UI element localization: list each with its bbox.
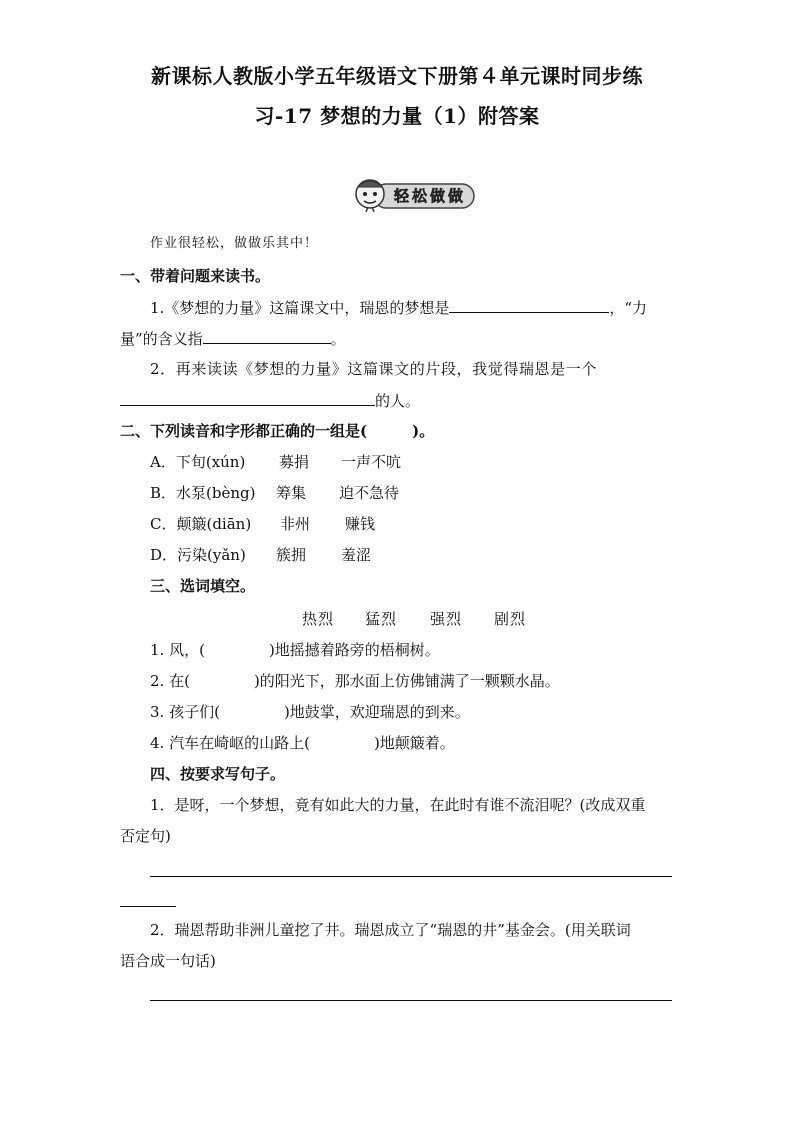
s4-question-2-line-1: 2．瑞恩帮助非洲儿童挖了井。瑞恩成立了“瑞恩的井”基金会。(用关联词 [150, 921, 631, 939]
s1-question-2-line-1: 2．再来读读《梦想的力量》这篇课文的片段，我觉得瑞恩是一个 [150, 360, 597, 378]
s3-question-4: 4. 汽车在崎岖的山路上( )地颠簸着。 [150, 734, 455, 752]
s1-question-1-line-2: 量”的含义指 。 [120, 330, 346, 348]
section-1-heading: 一、带着问题来读书。 [120, 267, 271, 285]
badge-label: 轻松做做 [393, 187, 466, 205]
option-d-2: 簇拥 [276, 546, 307, 564]
section-2-heading: 二、下列读音和字形都正确的一组是( )。 [120, 422, 435, 440]
intro-text: 作业很轻松，做做乐其中！ [150, 236, 319, 251]
word-choice-3: 强烈 [430, 610, 463, 628]
option-b-2: 筹集 [276, 484, 307, 502]
option-b-1[interactable]: B．水泵(bèng) [150, 484, 256, 502]
section-3-heading: 三、选词填空。 [150, 577, 256, 595]
answer-blank[interactable] [120, 390, 375, 406]
s4-question-1-line-1: 1．是呀，一个梦想，竟有如此大的力量，在此时有谁不流泪呢？(改成双重 [150, 796, 646, 814]
easy-practice-badge [352, 177, 476, 213]
s3-question-2: 2. 在( )的阳光下，那水面上仿佛铺满了一颗颗水晶。 [150, 672, 560, 690]
option-c-1[interactable]: C．颠簸(diān) [150, 515, 252, 533]
s1-question-1-line-1: 1.《梦想的力量》这篇课文中，瑞恩的梦想是 ，“力 [150, 299, 647, 317]
option-d-1[interactable]: D．污染(yǎn) [150, 546, 246, 564]
option-a-1[interactable]: A．下旬(xún) [150, 453, 246, 471]
document-title-line-1: 新课标人教版小学五年级语文下册第４单元课时同步练 [151, 64, 643, 88]
word-choice-2: 猛烈 [365, 610, 398, 628]
word-choice-4: 剧烈 [494, 610, 527, 628]
option-a-3: 一声不吭 [341, 453, 402, 471]
option-b-3: 迫不急待 [339, 484, 400, 502]
answer-line[interactable] [150, 1000, 672, 1001]
answer-blank[interactable] [449, 297, 609, 313]
document-title-line-2: 习-17 梦想的力量（1）附答案 [254, 104, 540, 128]
answer-line[interactable] [120, 906, 176, 907]
option-c-3: 赚钱 [345, 515, 376, 533]
s4-question-1-line-2: 否定句) [120, 827, 171, 845]
answer-blank[interactable] [203, 328, 331, 344]
option-d-3: 羞涩 [341, 546, 372, 564]
section-4-heading: 四、按要求写句子。 [150, 765, 286, 783]
option-a-2: 募捐 [279, 453, 310, 471]
word-choice-1: 热烈 [302, 610, 335, 628]
s3-question-1: 1. 风，( )地摇撼着路旁的梧桐树。 [150, 641, 440, 659]
s3-question-3: 3. 孩子们( )地鼓掌，欢迎瑞恩的到来。 [150, 703, 470, 721]
s4-question-2-line-2: 语合成一句话) [120, 952, 216, 970]
s1-question-2-line-2: 的人。 [120, 390, 420, 411]
option-c-2: 非州 [280, 515, 311, 533]
answer-line[interactable] [150, 876, 672, 877]
